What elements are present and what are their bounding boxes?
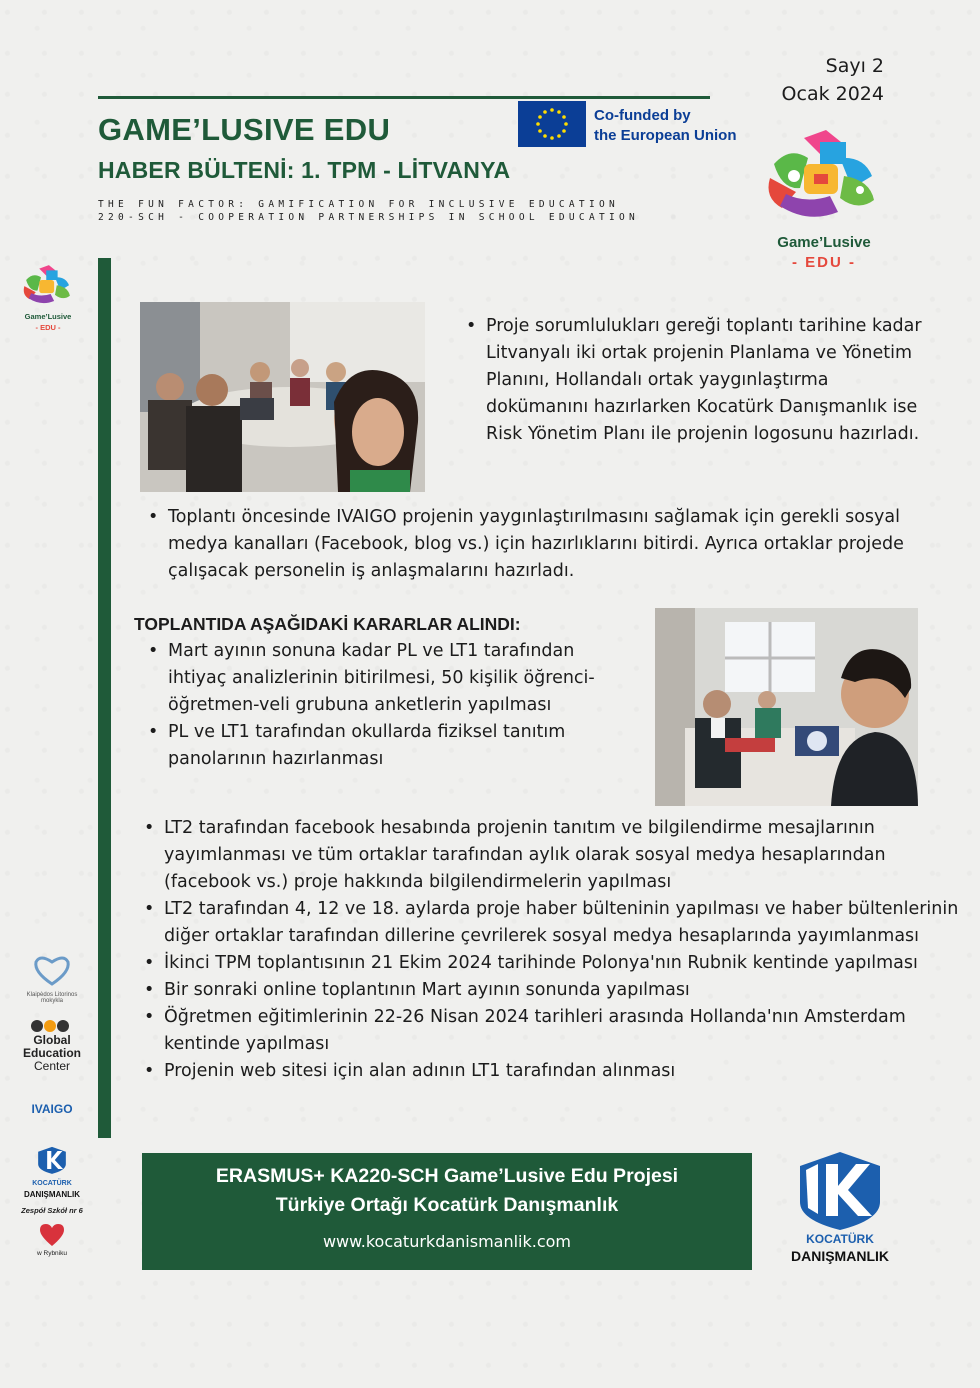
gec-line-1: Global bbox=[33, 1033, 71, 1047]
newsletter-title: GAME’LUSIVE EDU bbox=[98, 112, 391, 147]
kocaturk-logo bbox=[788, 1150, 892, 1270]
decisions-full-list bbox=[140, 815, 970, 1085]
footer-box bbox=[142, 1153, 752, 1270]
decisions-left-list bbox=[144, 638, 632, 773]
ivaigo-logo bbox=[16, 1094, 88, 1124]
section2-list bbox=[144, 504, 924, 585]
footer-line-1: ERASMUS+ KA220-SCH Game’Lusive Edu Projesi bbox=[215, 1165, 679, 1187]
decision-item: • Öğretmen eğitimlerinin 22-26 Nisan 2024 tarihleri arasında Hollanda'nın Amsterdam kentinde yapılması bbox=[140, 1004, 970, 1058]
decisions-left bbox=[144, 638, 632, 773]
kocaturk-small-line-2: DANIŞMANLIK bbox=[24, 1190, 80, 1199]
issue-info bbox=[764, 52, 884, 108]
meeting-photo-2 bbox=[655, 608, 918, 806]
newsletter-subtitle: HABER BÜLTENİ: 1. TPM - LİTVANYA bbox=[98, 157, 511, 183]
eu-flag-icon bbox=[518, 101, 586, 147]
meeting-photo-1 bbox=[140, 302, 425, 492]
zespol-logo bbox=[16, 1206, 88, 1270]
issue-date: Ocak 2024 bbox=[781, 83, 884, 105]
section2 bbox=[144, 504, 924, 585]
decision-item: • İkinci TPM toplantısının 21 Ekim 2024 tarihinde Polonya'nın Rubnik kentinde yapılması bbox=[140, 950, 970, 977]
kocaturk-line-1: KOCATÜRK bbox=[806, 1232, 874, 1246]
logo-sub: - EDU - bbox=[792, 254, 856, 271]
footer-website-link[interactable]: www.kocaturkdanismanlik.com bbox=[322, 1232, 572, 1251]
gamelusive-logo-icon bbox=[760, 128, 888, 232]
gec-line-2: Education bbox=[22, 1046, 81, 1060]
section1 bbox=[462, 313, 932, 448]
section1-list bbox=[462, 313, 932, 448]
gec-text bbox=[16, 1034, 88, 1073]
decision-item: • Bir sonraki online toplantının Mart ayının sonunda yapılması bbox=[140, 977, 970, 1004]
section2-item: • Toplantı öncesinde IVAIGO projenin yaygınlaştırılmasını sağlamak için gerekli sosyal medya kanalları (Facebook, blog vs.) için hazırlıklarını bitirdi. Ayrıca ortaklar projede çalışacak personelin iş anlaşmalarını hazırladı. bbox=[144, 504, 924, 585]
decision-item: • PL ve LT1 tarafından okullarda fiziksel tanıtım panolarının hazırlanması bbox=[144, 719, 632, 773]
kocaturk-line-2: DANIŞMANLIK bbox=[791, 1248, 889, 1264]
kocaturk-small-line-1: KOCATÜRK bbox=[32, 1180, 72, 1187]
rybnik-name: w Rybniku bbox=[37, 1250, 67, 1257]
eu-line-1: Co-funded by bbox=[594, 107, 691, 124]
decisions-full bbox=[140, 815, 970, 1085]
tagline-1: THE FUN FACTOR: GAMIFICATION FOR INCLUSIVE EDUCATION bbox=[98, 199, 620, 210]
gec-line-3: Center bbox=[33, 1059, 71, 1073]
gamelusive-small-logo-icon bbox=[20, 264, 76, 310]
decision-item: • LT2 tarafından 4, 12 ve 18. aylarda proje haber bülteninin yapılması ve haber bültenlerinin diğer ortaklar tarafından dillerine çevrilerek sosyal medya hesaplarında yayımlanması bbox=[140, 896, 970, 950]
tagline-2: 220-SCH - COOPERATION PARTNERSHIPS IN SCHOOL EDUCATION bbox=[98, 212, 640, 223]
logo-name: Game’Lusive bbox=[777, 234, 871, 251]
gamelusive-small-logo bbox=[20, 264, 76, 338]
small-logo-sub: - EDU - bbox=[35, 323, 61, 332]
zespol-name: Zespół Szkół nr 6 bbox=[21, 1206, 83, 1215]
heart-icon bbox=[38, 1222, 66, 1252]
klaipedos-logo bbox=[16, 952, 88, 1004]
section1-item: • Proje sorumlulukları gereği toplantı tarihine kadar Litvanyalı iki ortak projenin Planlama ve Yönetim Planını, Hollandalı ortak yaygınlaştırma dokümanını hazırlarken Kocatürk Danışmanlık ise Risk Yönetim Planı ile projenin logosunu hazırladı. bbox=[462, 313, 932, 448]
ivaigo-name: IVAIGO bbox=[31, 1102, 73, 1116]
header-rule bbox=[98, 96, 710, 99]
decision-item: • Mart ayının sonuna kadar PL ve LT1 tarafından ihtiyaç analizlerinin bitirilmesi, 50 kişilik öğrenci-öğretmen-veli grubuna anketlerin yapılması bbox=[144, 638, 632, 719]
issue-number: Sayı 2 bbox=[825, 55, 884, 77]
side-accent-bar bbox=[98, 258, 111, 1138]
decisions-heading: TOPLANTIDA AŞAĞIDAKİ KARARLAR ALINDI: bbox=[134, 614, 521, 634]
footer-line-2: Türkiye Ortağı Kocatürk Danışmanlık bbox=[275, 1194, 619, 1216]
kocaturk-small-icon bbox=[34, 1142, 70, 1182]
gamelusive-logo bbox=[760, 128, 888, 276]
decision-item: • Projenin web sitesi için alan adının LT1 tarafından alınması bbox=[140, 1058, 970, 1085]
heart-hands-icon bbox=[16, 952, 88, 988]
decision-item: • LT2 tarafından facebook hesabında projenin tanıtım ve bilgilendirme mesajlarının yayımlanması ve tüm ortaklar tarafından aylık olarak sosyal medya hesaplarından (facebook vs.) proje hakkında bilgilendirmelerin yapılması bbox=[140, 815, 970, 896]
eu-line-2: the European Union bbox=[594, 127, 737, 144]
kocaturk-logo-icon bbox=[788, 1150, 892, 1230]
eu-cofunded-text bbox=[594, 106, 737, 146]
klaipedos-name: Klaipėdos Litorinos mokykla bbox=[26, 992, 78, 1004]
small-logo-name: Game’Lusive bbox=[24, 312, 72, 321]
